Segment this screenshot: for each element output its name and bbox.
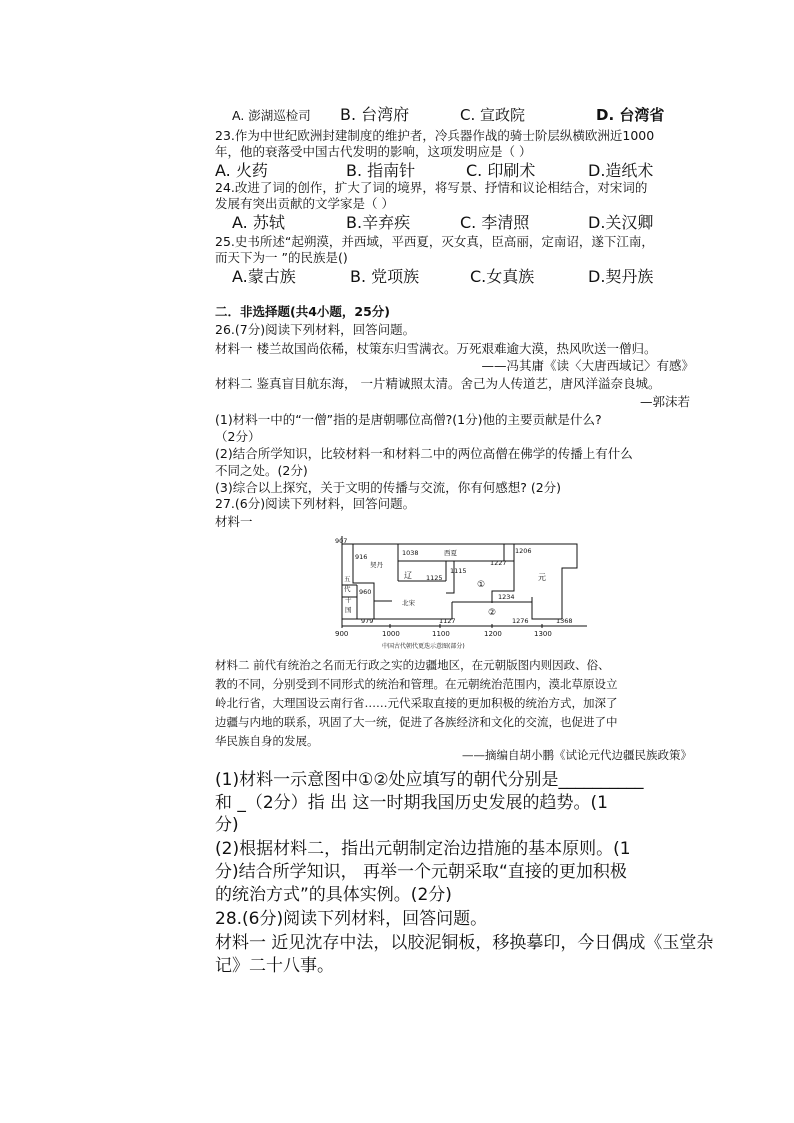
material-2-line4: 边疆与内地的联系，巩固了大一统，促进了各族经济和文化的交流，也促进了中 [215,715,618,729]
q23-option-d: D.造纸术 [588,161,654,180]
q26-material-1: 材料一 楼兰故国尚依稀，杖策东归雪满衣。万死艰难逾大漠，热风吹送一僧归。 [215,341,657,356]
label-yuan: 元 [538,573,546,582]
q26-question-3: (3)综合以上探究，关于文明的传播与交流，你有何感想? (2分) [215,480,562,495]
material-2-line1: 材料二 前代有统治之名而无行政之实的边疆地区，在元朝版图内则因政、俗、 [215,658,610,672]
axis-label-1000: 1000 [382,630,400,638]
q22-option-b: B. 台湾府 [340,105,410,124]
diagram-frame [342,536,587,626]
label-1368: 1368 [556,617,573,625]
q23-option-b: B. 指南针 [346,161,416,180]
q28-material-1-line1: 材料一 近见沈存中法，以胶泥铜板，移换摹印，今日偶成《玉堂杂 [215,933,714,953]
q24-option-d: D.关汉卿 [588,213,654,232]
q22-option-a: A. 澎湖巡检司 [232,108,311,123]
q27-question-line3: 分) [215,815,239,835]
label-wudai-1: 五 [344,575,351,583]
label-1206: 1206 [515,547,532,555]
label-xixia: 西夏 [444,549,457,557]
q25-stem-line1: 25.史书所述“起朔漠，并西域，平西夏，灭女真，臣高丽，定南诏，遂下江南， [215,234,654,249]
axis-label-1100: 1100 [432,630,450,638]
label-shiguo-1: 十 [345,596,352,604]
q28-material-1-line2: 记》二十八事。 [215,956,334,976]
q23-option-a: A. 火药 [215,161,268,180]
label-qidan: 契丹 [370,561,383,569]
q27-question-line2: 和 _（2分）指 出 这一时期我国历史发展的趋势。(1 [215,793,608,813]
q25-stem-line2: 而天下为一 ”的民族是() [215,250,348,265]
material-2-line5: 华民族自身的发展。 [215,734,319,748]
label-shiguo-2: 国 [345,606,352,614]
q27-question-line6: 的统治方式”的具体实例。(2分) [215,885,452,905]
label-wudai-2: 代 [344,585,351,593]
label-916: 916 [355,553,368,561]
q27-question-line5: 分)结合所学知识， 再举一个元朝采取“直接的更加积极 [215,862,627,882]
q28-intro: 28.(6分)阅读下列材料，回答问题。 [215,909,488,929]
q26-question-2-line1: (2)结合所学知识，比较材料一和材料二中的两位高僧在佛学的传播上有什么 [215,446,633,461]
q26-material-2-source: —郭沫若 [639,394,690,409]
label-1038: 1038 [402,549,419,557]
label-1227: 1227 [490,559,507,567]
q27-intro: 27.(6分)阅读下列材料，回答问题。 [215,496,416,511]
label-1127: 1127 [439,617,456,625]
q26-material-1-source: ——冯其庸《读〈大唐西域记〉有感》 [481,358,694,373]
q27-question-line1: (1)材料一示意图中①②处应填写的朝代分别是__________ [215,770,644,790]
q26-intro: 26.(7分)阅读下列材料，回答问题。 [215,322,416,337]
axis-label-900: 900 [335,630,349,638]
q24-option-b: B.辛弃疾 [346,213,411,232]
label-beisong: 北宋 [402,599,415,607]
q24-stem-line2: 发展有突出贡献的文学家是（ ） [215,196,394,211]
circle-2: ② [488,608,497,618]
q23-option-c: C. 印刷术 [466,161,536,180]
label-960: 960 [359,588,372,596]
q25-option-d: D.契丹族 [588,267,654,286]
q26-question-1-line1: (1)材料一中的“一僧”指的是唐朝哪位高僧?(1分)他的主要贡献是什么? [215,412,602,427]
q25-option-c: C.女真族 [470,267,535,286]
material-2-source: ——摘编自胡小鹏《试论元代边疆民族政策》 [462,748,692,762]
q25-option-b: B. 党项族 [350,267,420,286]
material-2-line3: 岭北行省，大理国设云南行省……元代采取直接的更加积极的统治方式，加深了 [215,696,618,710]
q23-stem-line2: 年，他的衰落受中国古代发明的影响，这项发明应是（ ） [215,144,532,159]
axis-label-1200: 1200 [484,630,502,638]
q26-question-1-line2: （2分） [215,429,261,444]
q22-option-d: D. 台湾省 [596,106,665,124]
q26-material-2: 材料二 鉴真盲目航东海， 一片精诚照太清。舍己为人传道艺，唐风洋溢奈良城。 [215,376,661,391]
q26-question-2-line2: 不同之处。(2分) [215,463,308,478]
circle-1: ① [477,580,486,590]
label-1125: 1125 [426,574,443,582]
material-2-line2: 教的不同，分别受到不同形式的统治和管理。在元朝统治范围内，漠北草原设立 [215,677,618,691]
axis-label-1300: 1300 [534,630,552,638]
q27-question-line4: (2)根据材料二，指出元朝制定治边措施的基本原则。(1 [215,839,631,859]
q25-option-a: A.蒙古族 [232,267,296,286]
q24-option-c: C. 李清照 [460,213,530,232]
q23-stem-line1: 23.作为中世纪欧洲封建制度的维护者，冷兵器作战的骑士阶层纵横欧洲近1000 [215,128,655,143]
label-1115: 1115 [450,567,467,575]
label-907: 907 [335,537,348,545]
q22-option-c: C. 宣政院 [460,106,526,124]
label-979: 979 [361,617,374,625]
label-liao: 辽 [404,571,412,580]
label-1234: 1234 [498,593,515,601]
dynasty-timeline-diagram [332,535,594,641]
q27-material-1-label: 材料一 [215,514,253,529]
label-1276: 1276 [512,617,529,625]
q24-stem-line1: 24.改进了词的创作，扩大了词的境界，将写景、抒情和议论相结合，对宋词的 [215,180,648,195]
q24-option-a: A. 苏轼 [232,213,285,232]
section-2-title: 二．非选择题(共4小题，25分) [215,304,391,319]
diagram-caption: 中国古代朝代更迭示意图(部分) [382,643,465,650]
